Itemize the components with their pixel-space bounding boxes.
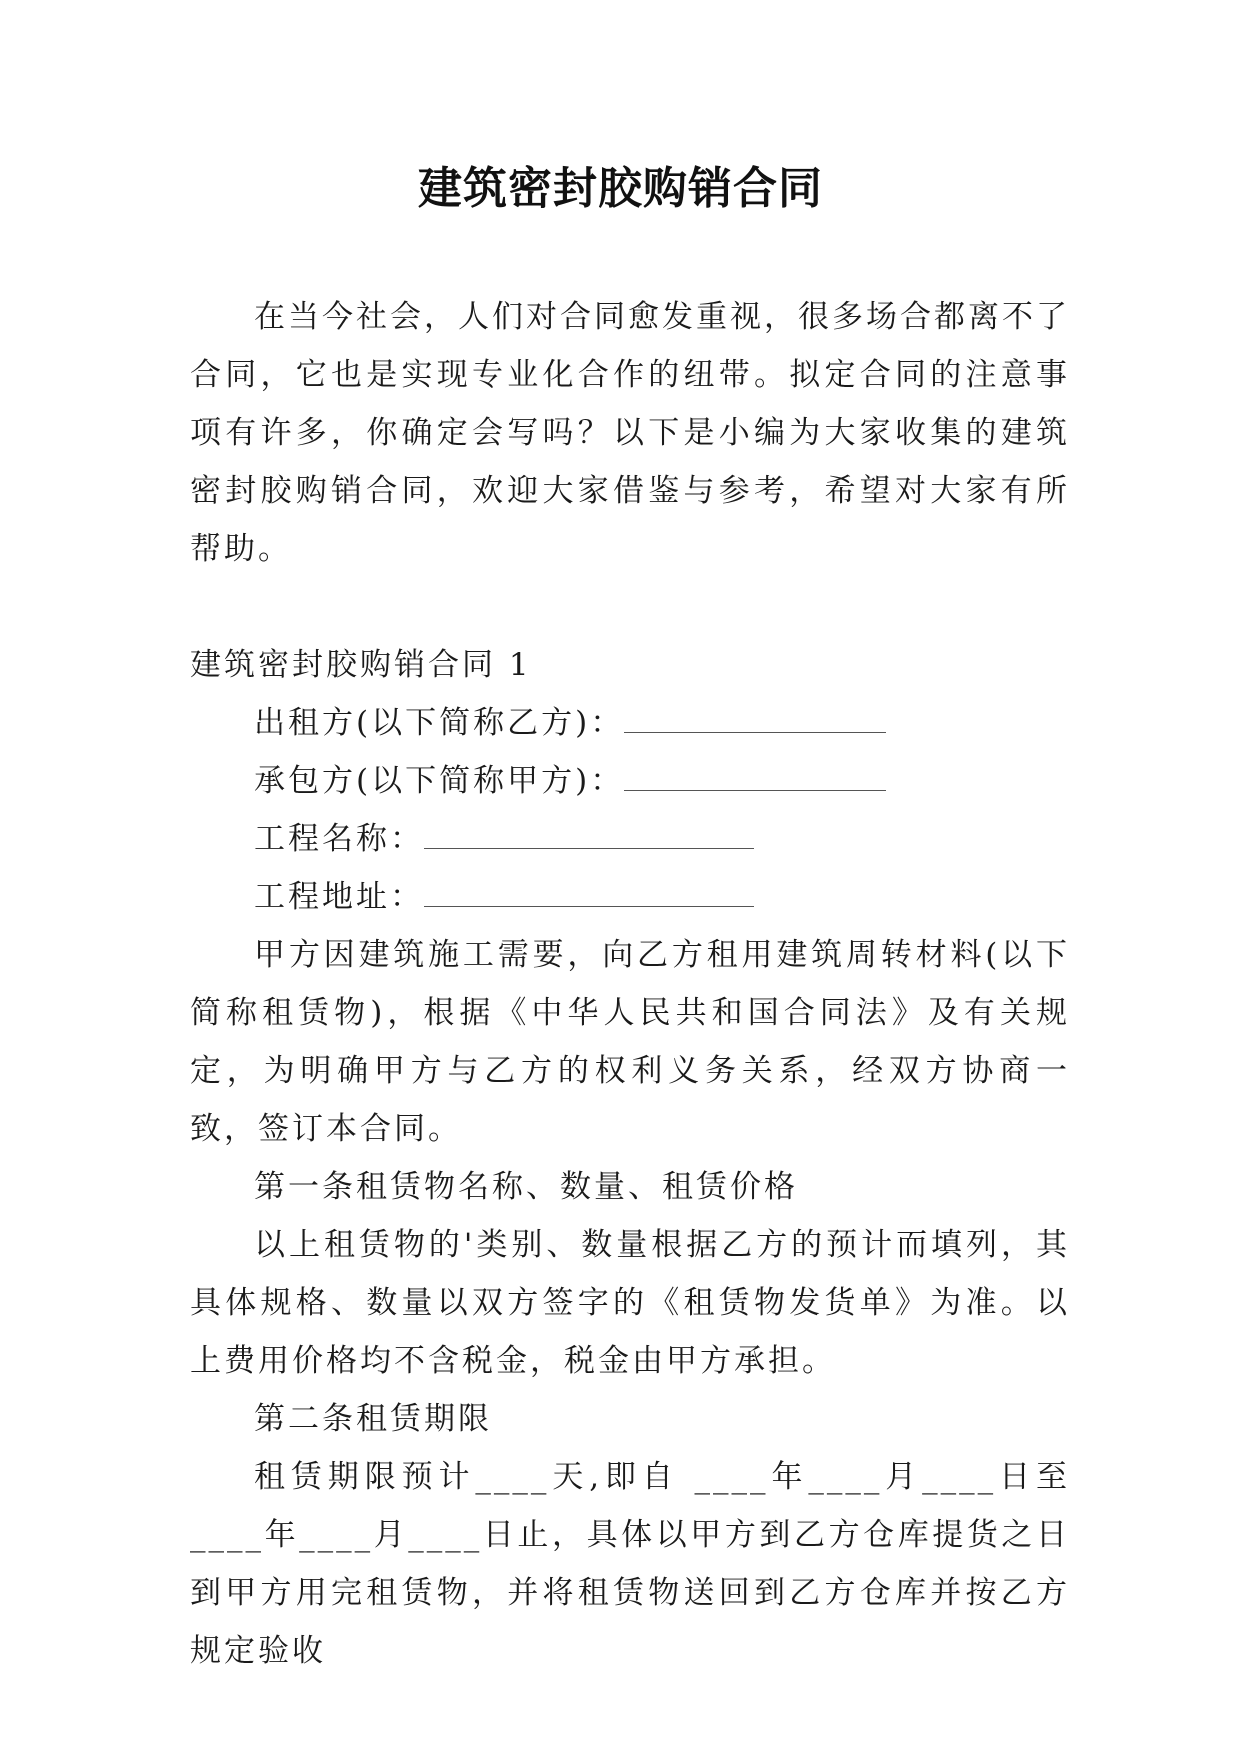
article-2-body: 租赁期限预计____天,即自 ____年____月____日至____年____月____日止，具体以甲方到乙方仓库提货之日到甲方用完租赁物，并将租赁物送回到乙方仓库并按乙方规定验收 (190, 1459, 1070, 1669)
lessor-field-row (190, 694, 1070, 752)
document-title: 建筑密封胶购销合同 (418, 163, 823, 214)
project-name-field-blank (424, 847, 754, 849)
intro-paragraph: 在当今社会，人们对合同愈发重视，很多场合都离不了合同，它也是实现专业化合作的纽带。拟定合同的注意事项有许多，你确定会写吗？以下是小编为大家收集的建筑密封胶购销合同，欢迎大家借鉴与参考，希望对大家有所帮助。 (190, 299, 1070, 567)
lessee-field-row (190, 752, 1070, 810)
preamble-paragraph: 甲方因建筑施工需要，向乙方租用建筑周转材料(以下简称租赁物)，根据《中华人民共和国合同法》及有关规定，为明确甲方与乙方的权利义务关系，经双方协商一致，签订本合同。 (190, 937, 1070, 1147)
project-address-field-blank (424, 905, 754, 907)
section-heading: 建筑密封胶购销合同 1 (190, 647, 532, 683)
article-2-title: 第二条租赁期限 (254, 1401, 492, 1437)
lessor-field-label: 出租方(以下简称乙方)： (254, 705, 625, 741)
project-address-field-label: 工程地址： (254, 879, 424, 915)
project-name-field-row (190, 810, 1070, 868)
lessee-field-blank (624, 789, 886, 791)
document-body (190, 288, 1070, 1680)
lessee-field-label: 承包方(以下简称甲方)： (254, 763, 625, 799)
project-address-field-row (190, 868, 1070, 926)
article-1-title: 第一条租赁物名称、数量、租赁价格 (254, 1169, 798, 1205)
lessor-field-blank (624, 731, 886, 733)
project-name-field-label: 工程名称： (254, 821, 424, 857)
article-1-body: 以上租赁物的'类别、数量根据乙方的预计而填列，其具体规格、数量以双方签字的《租赁物发货单》为准。以上费用价格均不含税金，税金由甲方承担。 (190, 1227, 1070, 1379)
